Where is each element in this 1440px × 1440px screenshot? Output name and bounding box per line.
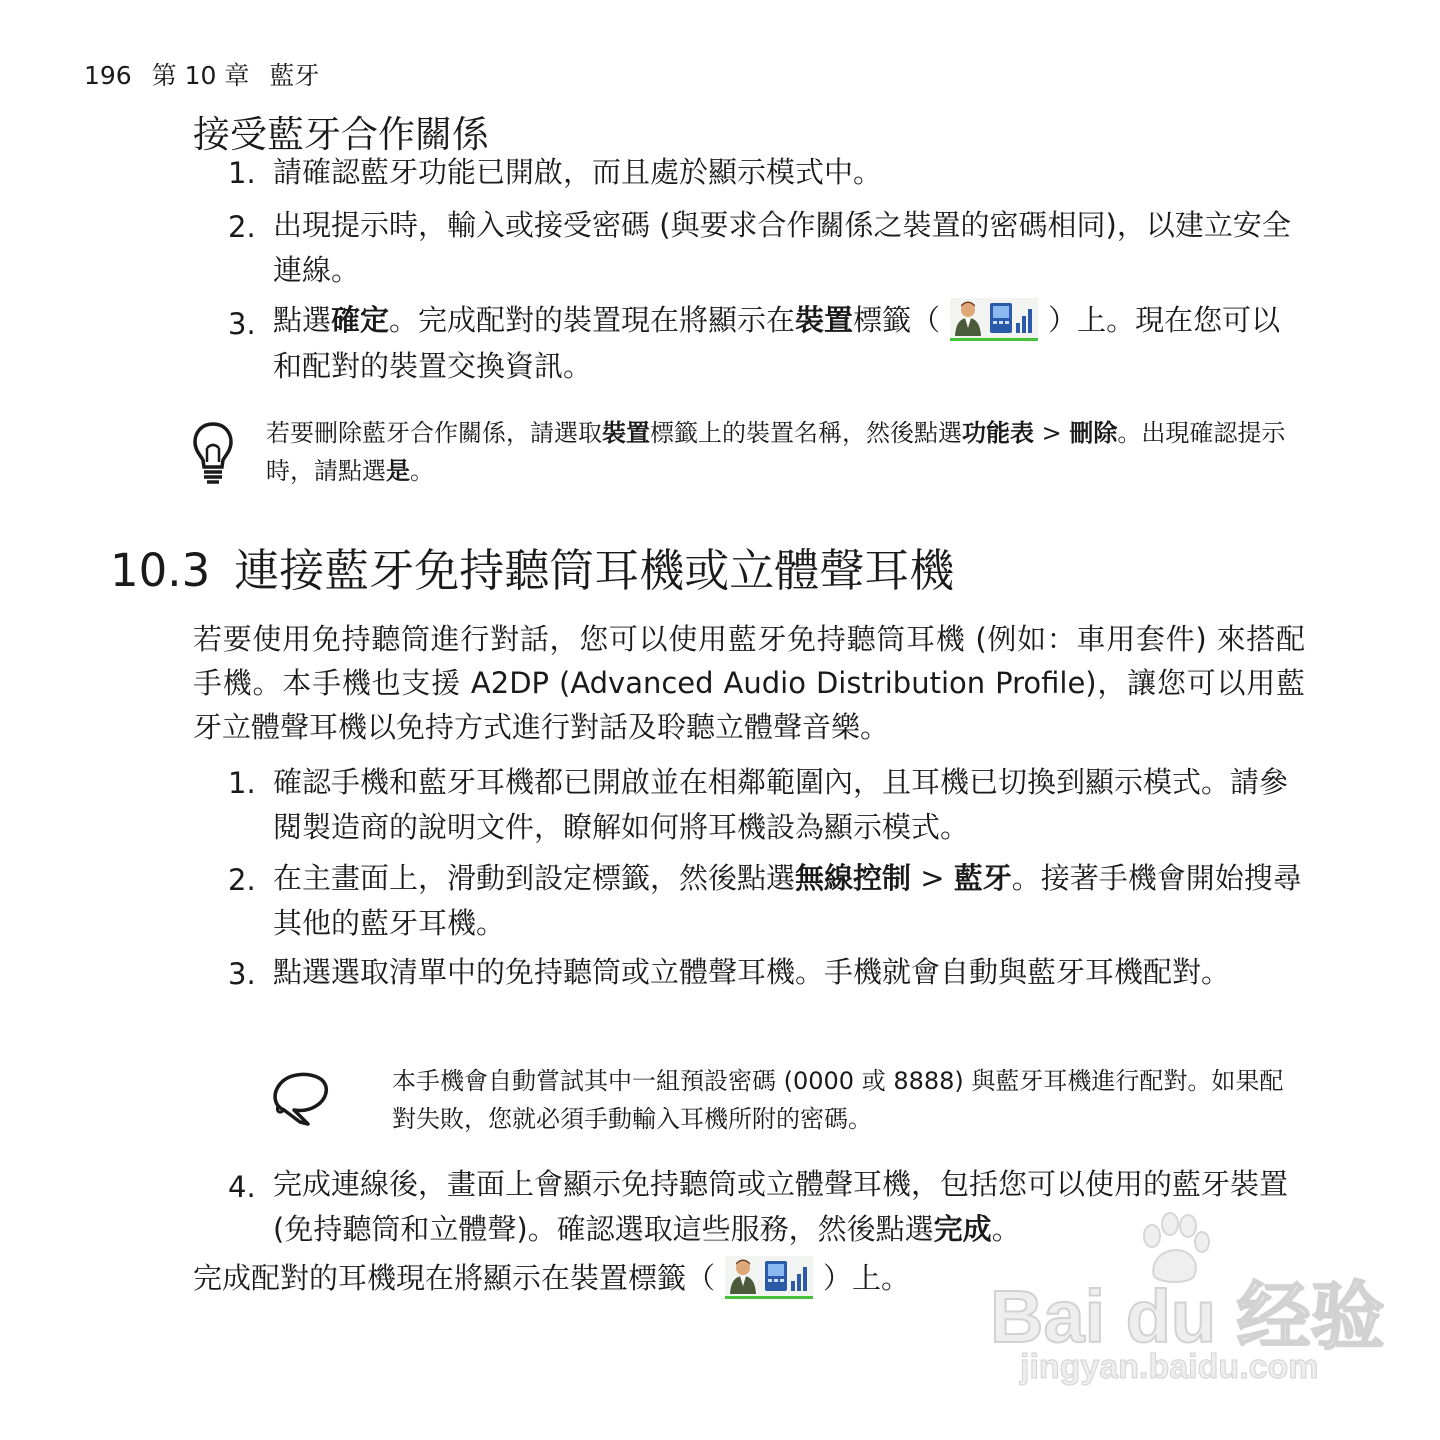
step-text: 確認手機和藍牙耳機都已開啟並在相鄰範圍內，且耳機已切換到顯示模式。請參閱製造商的說明文件，瞭解如何將耳機設為顯示模式。 <box>273 765 1289 844</box>
page-header <box>84 56 331 92</box>
closing-text: 完成配對的耳機現在將顯示在裝置標籤（ ）上。 <box>193 1256 1305 1302</box>
devices-tab-icon <box>725 1256 813 1299</box>
step-number: 1. <box>228 156 256 190</box>
step-number: 4. <box>228 1170 256 1204</box>
baidu-watermark <box>990 1210 1385 1400</box>
chapter-title: 藍牙 <box>269 61 320 90</box>
step-number: 2. <box>228 210 256 244</box>
chapter-label: 第 10 章 <box>151 61 250 90</box>
page-number: 196 <box>84 61 132 90</box>
section-number: 10.3 <box>110 544 211 597</box>
step-text: 點選確定。完成配對的裝置現在將顯示在裝置標籤（ ）上。現在您可以和配對的裝置交換資訊。 <box>273 298 1308 389</box>
step-number: 3. <box>228 307 256 341</box>
devices-tab-icon <box>950 298 1038 341</box>
step-text: 在主畫面上，滑動到設定標籤，然後點選無線控制 > 藍牙。接著手機會開始搜尋其他的藍牙耳機。 <box>273 861 1302 940</box>
step-text: 出現提示時，輸入或接受密碼 (與要求合作關係之裝置的密碼相同)，以建立安全連線。 <box>273 208 1291 287</box>
step-number: 3. <box>228 957 256 991</box>
speech-bubble-icon <box>270 1070 332 1126</box>
step-number: 2. <box>228 863 256 897</box>
intro-paragraph: 若要使用免持聽筒進行對話，您可以使用藍牙免持聽筒耳機 (例如：車用套件) 來搭配手機。本手機也支援 A2DP (Advanced Audio Distribution Profile)，讓您可以用藍牙立體聲耳機以免持方式進行對話及聆聽立體聲音樂。 <box>193 622 1305 744</box>
step-text: 請確認藍牙功能已開啟，而且處於顯示模式中。 <box>273 155 883 189</box>
section-heading-10-3 <box>110 534 954 599</box>
step-text: 點選選取清單中的免持聽筒或立體聲耳機。手機就會自動與藍牙耳機配對。 <box>273 955 1231 989</box>
tip-text: 若要刪除藍牙合作關係，請選取裝置標籤上的裝置名稱，然後點選功能表 > 刪除。出現確認提示時，請點選是。 <box>266 419 1286 485</box>
watermark-logo: Bai du 经验 <box>990 1275 1385 1358</box>
lightbulb-icon <box>190 420 236 486</box>
section-title: 連接藍牙免持聽筒耳機或立體聲耳機 <box>234 544 955 597</box>
section-title-accept-pairing: 接受藍牙合作關係 <box>193 113 489 156</box>
step-number: 1. <box>228 766 256 800</box>
step-text: 完成連線後，畫面上會顯示免持聽筒或立體聲耳機，包括您可以使用的藍牙裝置 (免持聽筒和立體聲)。確認選取這些服務，然後點選完成。 <box>273 1167 1289 1246</box>
watermark-url: jingyan.baidu.com <box>1020 1348 1319 1386</box>
note-text: 本手機會自動嘗試其中一組預設密碼 (0000 或 8888) 與藍牙耳機進行配對。如果配對失敗，您就必須手動輸入耳機所附的密碼。 <box>392 1067 1284 1133</box>
